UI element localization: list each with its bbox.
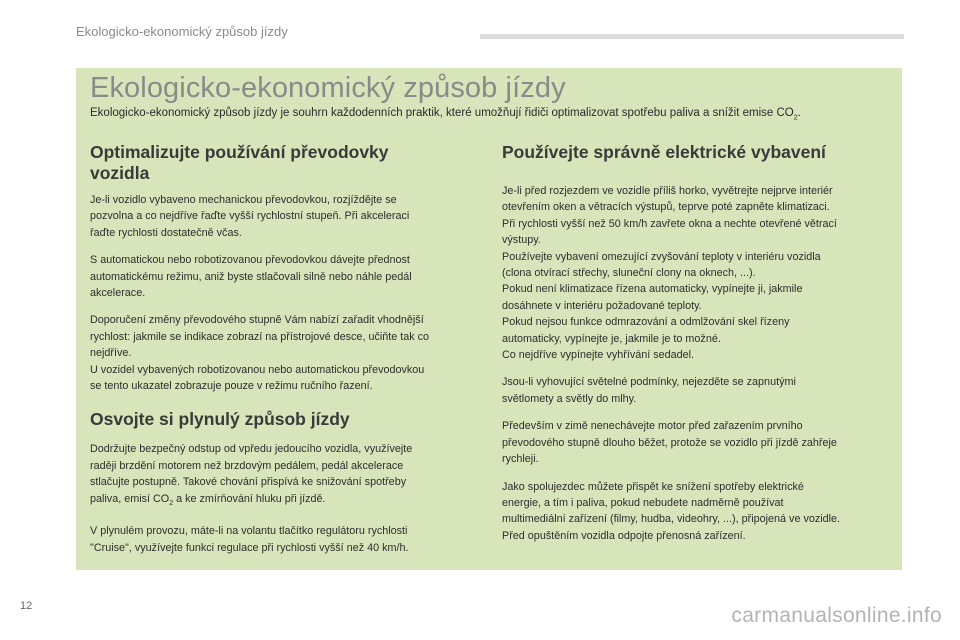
running-header: Ekologicko-ekonomický způsob jízdy	[76, 24, 288, 39]
text-line: Při rychlosti vyšší než 50 km/h zavřete okna a nechte otevřené větrací	[502, 217, 837, 230]
text-line: rychlost: jakmile se indikace zobrazí na přístrojové desce, učiňte tak co	[90, 330, 430, 343]
intro-subscript: 2	[793, 114, 798, 122]
text-line: Je-li před rozjezdem ve vozidle příliš horko, vyvětrejte nejprve interiér	[502, 185, 833, 197]
text-line: U vozidel vybavených robotizovanou nebo automatickou převodovkou	[90, 363, 425, 376]
intro-paragraph	[90, 105, 890, 127]
text-line: multimediální zařízení (filmy, hudba, videohry, ...), připojená ve vozidle.	[502, 513, 841, 526]
text-line: Je-li vozidlo vybaveno mechanickou převodovkou, rozjíždějte se	[90, 194, 397, 206]
text-line: Doporučení změny převodového stupně Vám nabízí zařadit vhodnější	[90, 314, 424, 327]
page-number: 12	[20, 600, 33, 612]
page-title: Ekologicko-ekonomický způsob jízdy	[90, 72, 566, 104]
paragraph-safe-distance	[90, 441, 482, 512]
text-line: (clona otvírací střechy, sluneční clony na oknech, ...).	[502, 267, 756, 280]
text-line: V plynulém provozu, máte-li na volantu tlačítko regulátoru rychlosti	[90, 525, 408, 538]
text-line: akcelerace.	[90, 287, 146, 300]
text-line: převodového stupně dlouho běžet, protože se vozidlo při jízdě zahřeje	[502, 436, 837, 449]
text-line: se tento ukazatel zobrazuje pouze v režimu ručního řazení.	[90, 380, 373, 393]
text-line: Co nejdříve vypínejte vyhřívání sedadel.	[502, 349, 695, 362]
section-heading-smooth-driving: Osvojte si plynulý způsob jízdy	[90, 409, 350, 430]
paragraph-ventilation	[502, 183, 890, 363]
section-heading-gearbox	[90, 142, 482, 184]
text-line: Jsou-li vyhovující světelné podmínky, nejezděte se zapnutými	[502, 376, 796, 389]
text-line: otevřením oken a větracích výstupů, teprve poté zapněte klimatizaci.	[502, 201, 830, 214]
content-panel	[76, 68, 902, 570]
paragraph-passenger	[502, 479, 890, 545]
text-line: Dodržujte bezpečný odstup od vpředu jedoucího vozidla, využívejte	[90, 443, 413, 456]
right-column	[502, 142, 890, 555]
paragraph-lights	[502, 374, 890, 407]
section-heading-electrical: Používejte správně elektrické vybavení	[502, 142, 826, 162]
heading-line: Optimalizujte používání převodovky	[90, 142, 389, 162]
paragraph-gear-indicator	[90, 312, 482, 394]
text-line: Pokud nejsou funkce odmrazování a odmlžování skel řízeny	[502, 316, 790, 329]
left-column	[90, 142, 482, 567]
text-line: pozvolna a co nejdříve řaďte vyšší rychlostní stupeň. Při akceleraci	[90, 210, 410, 223]
heading-line: vozidla	[90, 163, 150, 183]
paragraph-manual-gearbox	[90, 192, 482, 241]
text-fragment: a ke zmírňování hluku při jízdě.	[173, 492, 326, 505]
text-line: Jako spolujezdec můžete přispět ke snížení spotřeby elektrické	[502, 480, 804, 493]
text-line: rychleji.	[502, 453, 539, 466]
text-line: raději brzdění motorem než brzdovým pedálem, pedál akcelerace	[90, 459, 404, 472]
text-line: stlačujte postupně. Takové chování přispívá ke snižování spotřeby	[90, 476, 407, 489]
text-line: Před opuštěním vozidla odpojte přenosná zařízení.	[502, 529, 746, 542]
paragraph-automatic-gearbox	[90, 252, 482, 301]
text-line: světlomety a světly do mlhy.	[502, 392, 637, 405]
intro-end: .	[797, 107, 801, 119]
text-line: automatickému režimu, aniž byste stlačovali silně nebo náhle pedál	[90, 270, 412, 283]
text-line: "Cruise", využívejte funkci regulace při rychlosti vyšší než 40 km/h.	[90, 541, 409, 554]
text-line	[90, 491, 482, 513]
text-line: Především v zimě nenechávejte motor před zařazením prvního	[502, 420, 803, 433]
text-line: energie, a tím i paliva, pokud nebudete nadměrně používat	[502, 496, 784, 509]
text-line: Pokud není klimatizace řízena automaticky, vypínejte ji, jakmile	[502, 283, 803, 296]
intro-text: Ekologicko-ekonomický způsob jízdy je souhrn každodenních praktik, které umožňují řidiči optimalizovat spotřebu paliva a snížit emise CO	[90, 107, 794, 119]
text-line: S automatickou nebo robotizovanou převodovkou dávejte přednost	[90, 254, 410, 267]
subscript: 2	[169, 499, 174, 507]
text-line: automaticky, vypínejte je, jakmile je to možné.	[502, 332, 721, 345]
watermark: carmanualsonline.info	[731, 604, 942, 627]
text-line: výstupy.	[502, 234, 541, 247]
paragraph-cruise-control	[90, 523, 482, 556]
text-line: Používejte vybavení omezující zvyšování teploty v interiéru vozidla	[502, 250, 821, 263]
text-line: nejdříve.	[90, 347, 132, 360]
text-fragment: paliva, emisí CO	[90, 492, 170, 505]
header-divider	[480, 34, 904, 39]
paragraph-winter	[502, 418, 890, 467]
text-line: řaďte rychlosti dostatečně včas.	[90, 226, 242, 239]
text-line: dosáhnete v interiéru požadované teploty.	[502, 299, 702, 312]
